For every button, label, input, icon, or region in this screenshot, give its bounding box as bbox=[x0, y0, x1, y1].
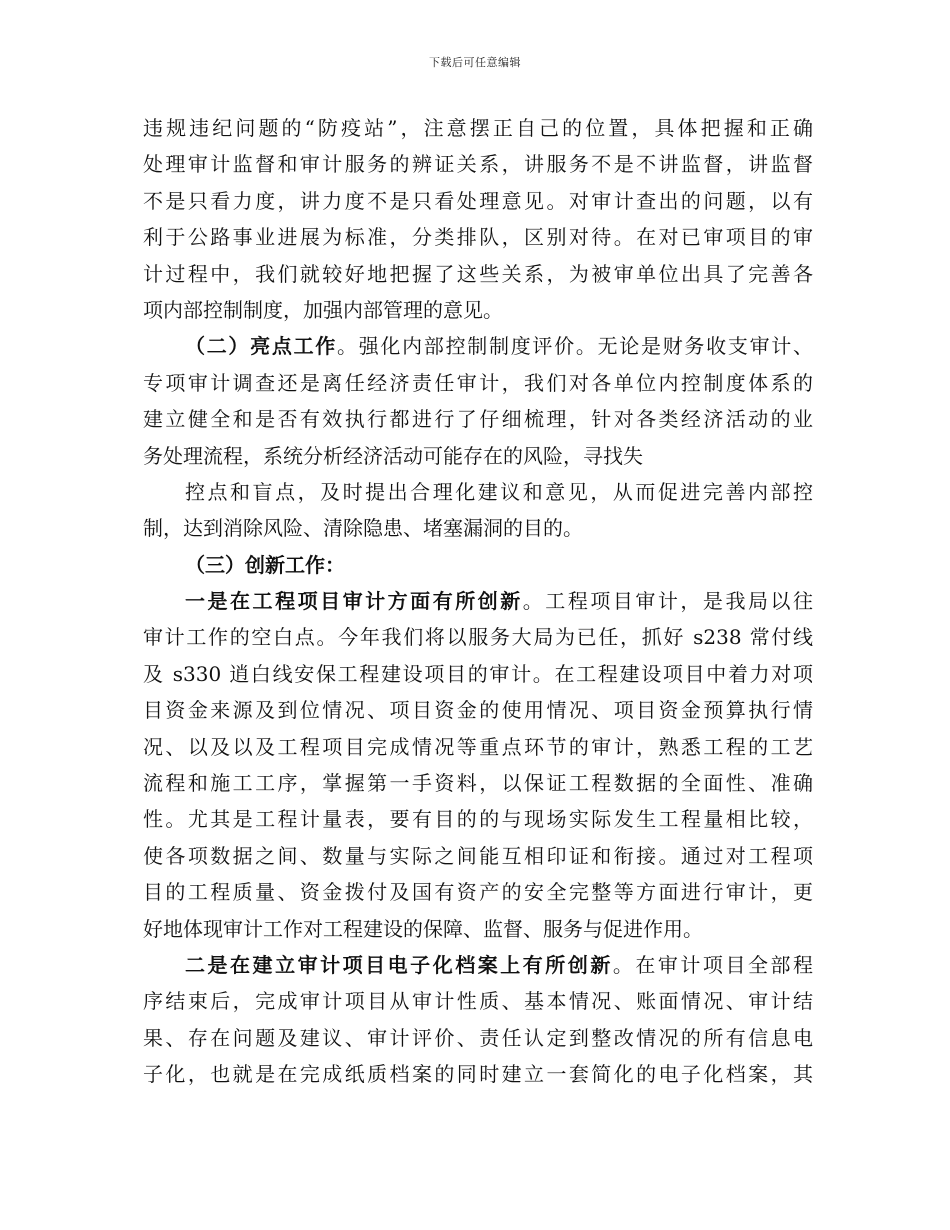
text-line: 专项审计调查还是离任经济责任审计，我们对各单位内控制度体系的 bbox=[143, 370, 813, 395]
text-line: 序结束后，完成审计项目从审计性质、基本情况、账面情况、审计结 bbox=[143, 989, 813, 1014]
text-line: 审计工作的空白点。今年我们将以服务大局为已任，抓好 s238 常付线 bbox=[143, 625, 813, 650]
text-line bbox=[143, 947, 813, 983]
text-line: 制，达到消除风险、清除隐患、堵塞漏洞的目的。 bbox=[143, 516, 583, 541]
text-line: 子化，也就是在完成纸质档案的同时建立一套简化的电子化档案，其 bbox=[143, 1062, 813, 1087]
text-line: 况、以及以及工程项目完成情况等重点环节的审计，熟悉工程的工艺 bbox=[143, 734, 813, 759]
text-line: 果、存在问题及建议、审计评价、责任认定到整改情况的所有信息电 bbox=[143, 1025, 813, 1050]
text-line: 不是只看力度，讲力度不是只看处理意见。对审计查出的问题，以有 bbox=[143, 188, 813, 213]
text-line bbox=[143, 583, 813, 619]
subsection-heading-engineering: 一是在工程项目审计方面有所创新 bbox=[185, 589, 523, 614]
text-line: 处理审计监督和审计服务的辨证关系，讲服务不是不讲监督，讲监督 bbox=[143, 152, 813, 177]
text-line: 目的工程质量、资金拨付及国有资产的安全完整等方面进行审计，更 bbox=[143, 880, 813, 905]
text-line: 使各项数据之间、数量与实际之间能互相印证和衔接。通过对工程项 bbox=[143, 843, 813, 868]
subsection-heading-archives: 二是在建立审计项目电子化档案上有所创新 bbox=[185, 952, 613, 977]
text-line: 控点和盲点，及时提出合理化建议和意见，从而促进完善内部控 bbox=[185, 479, 813, 504]
text-line: 流程和施工工序，掌握第一手资料，以保证工程数据的全面性、准确 bbox=[143, 771, 813, 796]
text-line bbox=[143, 328, 813, 364]
text-line: 项内部控制制度，加强内部管理的意见。 bbox=[143, 297, 503, 322]
text-run: 。在审计项目全部程 bbox=[612, 952, 813, 977]
text-line: 性。尤其是工程计量表，要有目的的与现场实际发生工程量相比较， bbox=[143, 807, 813, 832]
text-run: 。强化内部控制制度评价。无论是财务收支审计、 bbox=[337, 334, 813, 359]
text-line: 计过程中，我们就较好地把握了这些关系，为被审单位出具了完善各 bbox=[143, 261, 813, 286]
section-heading-innovation: （三）创新工作： bbox=[185, 552, 345, 577]
text-line: 违规违纪问题的“防疫站”，注意摆正自己的位置，具体把握和正确 bbox=[143, 116, 813, 140]
section-heading-highlights: （二）亮点工作 bbox=[185, 334, 337, 359]
text-run: 。工程项目审计，是我局以往 bbox=[522, 589, 813, 614]
document-body bbox=[143, 110, 813, 1093]
text-line: 目资金来源及到位情况、项目资金的使用情况、项目资金预算执行情 bbox=[143, 698, 813, 723]
text-line: 及 s330 逍白线安保工程建设项目的审计。在工程建设项目中着力对项 bbox=[143, 661, 813, 686]
text-line: 利于公路事业进展为标准，分类排队，区别对待。在对已审项目的审 bbox=[143, 225, 813, 250]
text-line: 好地体现审计工作对工程建设的保障、监督、服务与促进作用。 bbox=[143, 916, 703, 941]
text-line: 建立健全和是否有效执行都进行了仔细梳理，针对各类经济活动的业 bbox=[143, 407, 813, 432]
text-line: 务处理流程，系统分析经济活动可能存在的风险，寻找失 bbox=[143, 443, 643, 468]
page-header: 下载后可任意编辑 bbox=[429, 56, 521, 69]
